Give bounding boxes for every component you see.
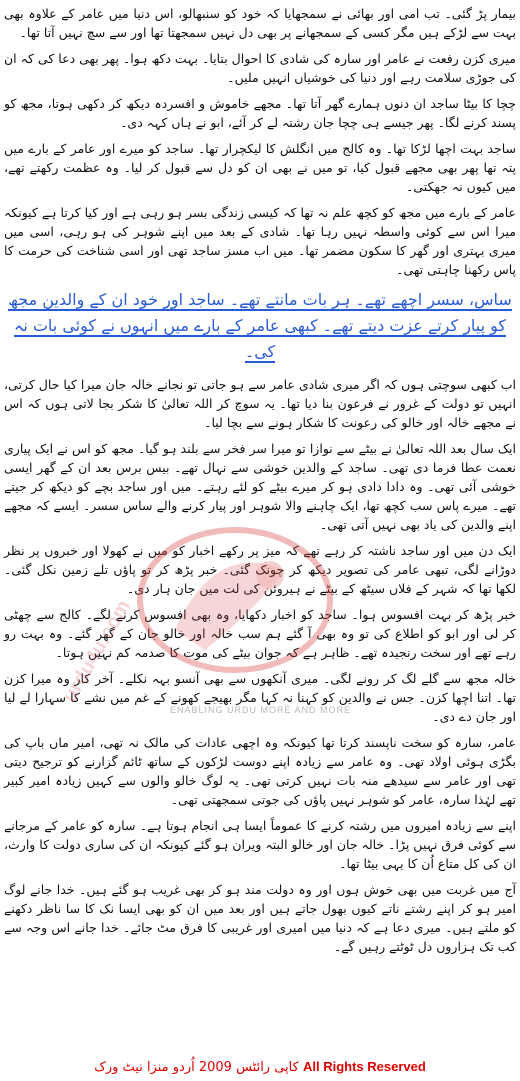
paragraph-12: اپنے سے زیادہ امیروں میں رشتہ کرنے کا عموماً ایسا ہی انجام ہوتا ہے۔ سارہ کو عامر کے مرجانے سے کوئی فرق نہیں پڑا۔ خالہ جان اور خالو البتہ ویران ہو گئے کیونکہ ان کی ساری دولت کا وارث، ان کی کل متاع اُن کا یہی بیٹا تھا۔ — [3, 818, 516, 871]
paragraph-4: ساجد بہت اچھا لڑکا تھا۔ وہ کالج میں انگلش کا لیکچرار تھا۔ ساجد کو میرے اور عامر کے بارے میں پتہ تھا پھر بھی مجھے قبول کیا، تو میں نے بھی ان کو دل سے قبول کر لیا۔ وہ عظمت رکھتے تھے، میں کیوں نہ جھکتی۔ — [4, 141, 516, 194]
paragraph-10: خالہ مجھ سے گلے لگ کر رونے لگی۔ میری آنکھوں سے بھی آنسو بہہ نکلے۔ آخر کار وہ میرا کزن تھا۔ اتنا اچھا کزن۔ جس نے والدین کو کہنا نہ کہا مگر بھیجے کھونے کے غم میں نشے کا سہارا لے لیا اور جان دے دی۔ — [4, 671, 516, 724]
paragraph-2: میری کزن رفعت نے عامر اور سارہ کی شادی کا احوال بتایا۔ بہت دکھ ہوا۔ پھر بھی دعا کی کہ ان کی جوڑی سلامت رہے اور دنیا کی خوشیاں انہیں ملیں۔ — [4, 51, 516, 85]
paragraph-6: اب کبھی سوچتی ہوں کہ اگر میری شادی عامر سے ہو جاتی تو نجانے خالہ جان میرا کیا حال کرتی، انہیں تو دولت کے غرور نے فرعون بنا دیا تھا۔ یہ سوچ کر اللہ تعالیٰ کا شکر بجا لاتی ہوں کہ اس نے مجھے خالہ اور خالو کی رعونت کا شکار ہونے سے بچا لیا۔ — [4, 377, 516, 430]
pull-quote — [2, 287, 518, 365]
watermark-tagline: ENABLING URDU MORE AND MORE — [170, 705, 352, 715]
pull-quote-text: ساس، سسر اچھے تھے۔ ہر بات مانتے تھے۔ ساجد اور خود ان کے والدین مجھ کو پیار کرتے عزت دیتے تھے۔ کبھی عامر کے بارے میں انہوں نے کوئی بات نہ کی۔ — [8, 290, 512, 361]
paragraph-5: عامر کے بارے میں مجھ کو کچھ علم نہ تھا کہ کیسی زندگی بسر ہو رہی ہے اور کیا کرتا ہے کیونکہ میرا اس سے کوئی واسطہ نہیں رہا تھا۔ شادی کے بعد میں اپنے شوہر کی ہو رہی، اسی میں میری بہتری اور گھر کا سکون مضمر تھا۔ میں اب مسز ساجد تھی اور اسی شناخت کی حرمت کا پاس رکھنا چاہتی تھی۔ — [4, 205, 516, 277]
copyright-english: All Rights Reserved — [302, 1059, 426, 1074]
watermark-url: urdu4u.com — [58, 596, 135, 707]
paragraph-8: ایک دن میں اور ساجد ناشتہ کر رہے تھے کہ میز پر رکھے اخبار کو میں نے کھولا اور خبروں پر نظر دوڑانے لگی، تبھی عامر کی تصویر دیکھ کر چونک گئی۔ خبر پڑھ کر تو پاؤں تلے زمین نکل گئی۔ لکھا تھا کہ شہر کے فلاں سیٹھ کے بیٹے نے ہیروئن کی لت میں جان ہار دی۔ — [4, 543, 516, 596]
paragraph-1: بیمار پڑ گئی۔ تب امی اور بھائی نے سمجھایا کہ خود کو سنبھالو، اس دنیا میں عامر کے علاوہ بھی بہت سے لڑکے ہیں مگر کسی کے سمجھانے پر بھی دل نہیں سمجھتا تھا اور سے سچ نہیں آتا تھا۔ — [4, 6, 516, 40]
copyright-urdu: کاپی رائٹس 2009 اُردو منزا نیٹ ورک — [94, 1060, 299, 1075]
paragraph-7: ایک سال بعد اللہ تعالیٰ نے بیٹے سے نوازا تو میرا سر فخر سے بلند ہو گیا۔ مجھ کو اس نے ایک پیاری نعمت عطا فرما دی تھی۔ ساجد کے والدین خوشی سے نہال تھے۔ بیس برس بعد ان کے گھر ایسی خوشی آئی تھی۔ وہ دادا دادی ہو کر میرے بیٹے کو لئے رہتے۔ میں اور ساجد بچے کو دیکھ کر جیتے تھے۔ میرے پاس سب کچھ تھا، ایک چاہنے والا شوہر اور پیار کرنے والے ساس سسر۔ ایسے کہ مجھے اپنے والدین کی یاد بھی نہیں آتی تھی۔ — [4, 441, 516, 532]
paragraph-9: خبر پڑھ کر بہت افسوس ہوا۔ ساجد کو اخبار دکھایا، وہ بھی افسوس کرنے لگے۔ کالج سے چھٹی کر لی اور ابو کو اطلاع کی تو وہ بھی آ گئے ہم سب خالہ اور خالو جان کے گھر گئے۔ وہ بہت رو رہے تھے اور سخت رنجیدہ تھے۔ ظاہر ہے کہ جوان بیٹے کی موت کا صدمہ کم نہیں ہوتا۔ — [4, 607, 516, 660]
paragraph-3: چچا کا بیٹا ساجد ان دنوں ہمارے گھر آتا تھا۔ مجھے خاموش و افسردہ دیکھ کر دکھی ہوتا، مجھ کو پسند کرنے لگا۔ پھر جیسے ہی چچا جان رشتہ لے کر آئے، ابو نے ہاں کہہ دی۔ — [4, 96, 516, 130]
paragraph-13: آج میں غربت میں بھی خوش ہوں اور وہ دولت مند ہو کر بھی غریب ہو گئے ہیں۔ خدا جانے لوگ امیر ہو کر اپنے رشتے ناتے کیوں بھول جاتے ہیں اور بعد میں ان کو بھی ایسا نک کا سا ناظر دکھنے کو ملتے ہیں۔ میری دعا ہے کہ دنیا میں امیری اور غریبی کا فرق مٹ جائے۔ خدا جانے اس وجہ سے کب تک ہزاروں دل ٹوٹتے رہیں گے۔ — [4, 882, 516, 954]
paragraph-11: عامر، سارہ کو سخت ناپسند کرتا تھا کیونکہ وہ اچھی عادات کی مالک نہ تھی، امیر ماں باپ کی بگڑی ہوئی اولاد تھی۔ وہ عامر سے زیادہ اپنے دوست لڑکوں کے ساتھ ٹائم گزارنے کو ترجیح دیتی تھی اور عامر سے سیدھے منہ بات نہیں کرتی تھی۔ یہ لوگ خالو والوں سے کہیں زیادہ امیر کبیر تھے لہٰذا سارہ، عامر کو شوہر نہیں پاؤں کی جوتی سمجھتی تھی۔ — [4, 735, 516, 807]
footer-copyright — [0, 1059, 520, 1075]
